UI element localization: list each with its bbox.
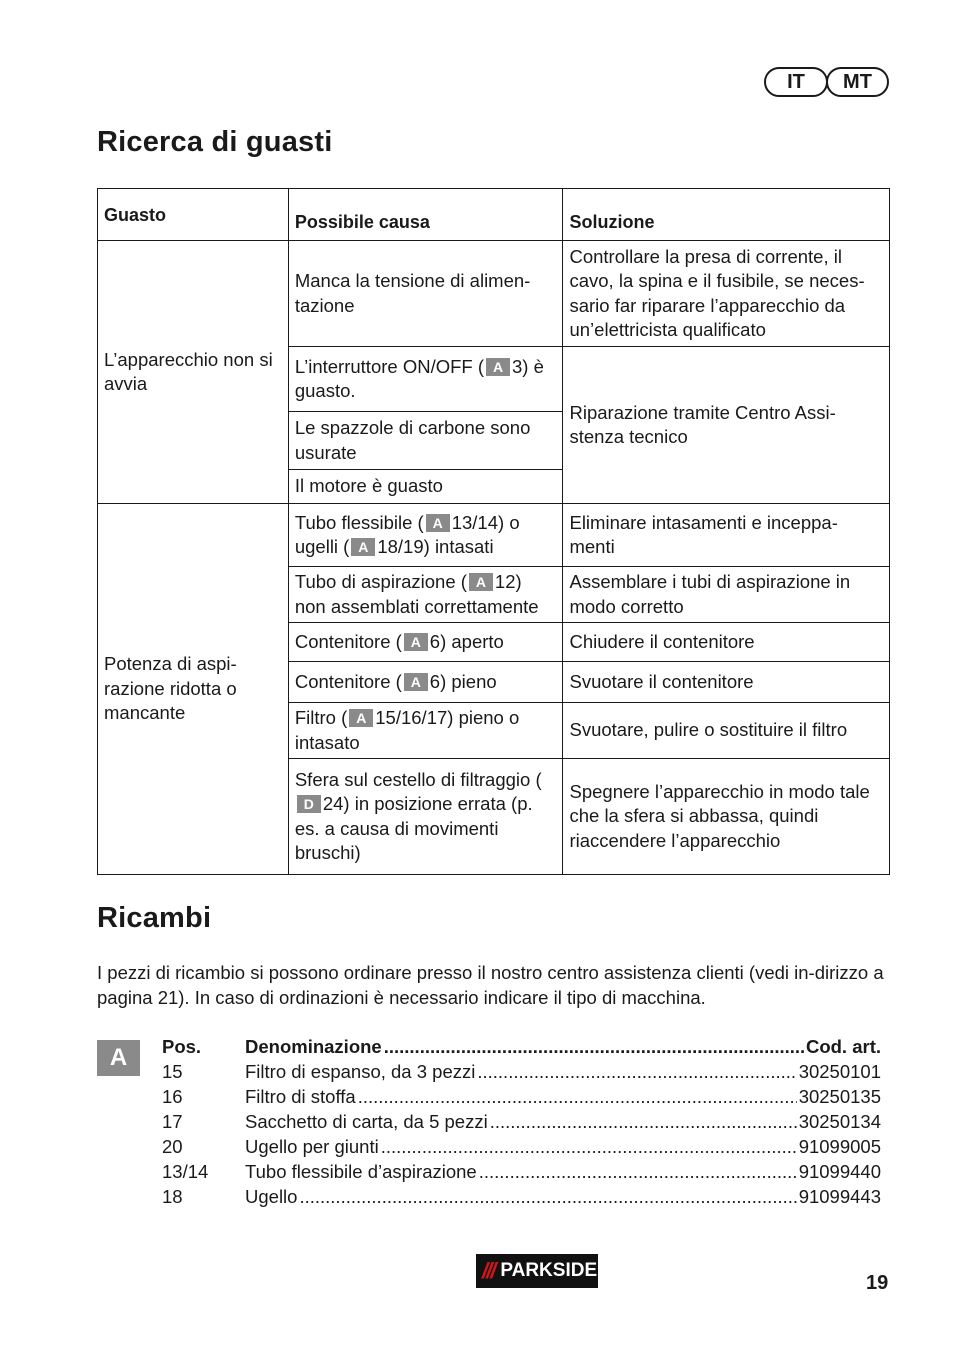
cause-cell: Filtro ( A 15/16/17) pieno o intasato [288, 703, 563, 759]
item-code: 30250101 [798, 1061, 881, 1082]
list-item [162, 1159, 881, 1184]
item-code: 91099443 [798, 1186, 881, 1207]
list-item [162, 1184, 881, 1209]
item-code: 30250134 [798, 1111, 881, 1132]
troubleshooting-table [97, 188, 890, 875]
solution-cell: Riparazione tramite Centro Assi-stenza tecnico [563, 347, 890, 504]
fault-cell: L’apparecchio non si avvia [98, 241, 289, 504]
cause-cell: Contenitore ( A 6) pieno [288, 662, 563, 703]
page-number: 19 [866, 1272, 889, 1294]
cause-cell: Le spazzole di carbone sono usurate [288, 412, 563, 470]
figure-d-badge: D [297, 795, 321, 813]
figure-a-badge: A [349, 709, 373, 727]
lang-badge-mt: MT [826, 67, 889, 97]
leader-dots [477, 1059, 796, 1084]
cause-cell: Il motore è guasto [288, 470, 563, 504]
logo-text: PARKSIDE [500, 1260, 598, 1281]
leader-dots [381, 1134, 797, 1159]
solution-cell: Assemblare i tubi di aspirazione in modo corretto [563, 567, 890, 623]
figure-a-badge: A [426, 514, 450, 532]
spares-title: Ricambi [97, 902, 212, 934]
lang-badge-it: IT [764, 67, 828, 97]
table-row [98, 504, 890, 567]
item-pos: 15 [162, 1061, 183, 1082]
figure-a-badge: A [404, 633, 428, 651]
spares-intro: I pezzi di ricambio si possono ordinare presso il nostro centro assistenza clienti (vedi in-dirizzo a pagina 21). In caso di ordinazioni è necessario indicare il tipo di macchina. [97, 962, 884, 1008]
item-name: Ugello per giunti [245, 1136, 379, 1157]
figure-a-badge: A [404, 673, 428, 691]
item-code: 91099440 [798, 1161, 881, 1182]
list-item [162, 1134, 881, 1159]
parts-header [162, 1034, 881, 1059]
list-item [162, 1059, 881, 1084]
list-item [162, 1109, 881, 1134]
solution-cell: Eliminare intasamenti e inceppa-menti [563, 504, 890, 567]
item-name: Tubo flessibile d’aspirazione [245, 1161, 477, 1182]
cause-cell: Tubo di aspirazione ( A 12) non assemblati correttamente [288, 567, 563, 623]
item-code: 91099005 [798, 1136, 881, 1157]
header-soluzione: Soluzione [563, 189, 890, 241]
leader-dots [479, 1159, 797, 1184]
solution-cell: Spegnere l’apparecchio in modo tale che la sfera si abbassa, quindi riaccendere l’apparecchio [563, 759, 890, 875]
header-name: Denominazione [245, 1036, 382, 1057]
solution-cell: Svuotare, pulire o sostituire il filtro [563, 703, 890, 759]
parkside-logo [476, 1254, 598, 1288]
item-name: Filtro di stoffa [245, 1086, 356, 1107]
item-name: Filtro di espanso, da 3 pezzi [245, 1061, 476, 1082]
figure-a-badge: A [486, 358, 510, 376]
cause-cell: Sfera sul cestello di filtraggio (D 24) in posizione errata (p. es. a causa di movimenti bruschi) [288, 759, 563, 875]
header-causa: Possibile causa [288, 189, 563, 241]
solution-cell: Controllare la presa di corrente, il cavo, la spina e il fusibile, se neces-sario far riparare l’apparecchio da un’elettricista qualificato [563, 241, 890, 347]
fault-cell: Potenza di aspi-razione ridotta o mancante [98, 504, 289, 875]
item-pos: 17 [162, 1111, 183, 1132]
leader-dots [358, 1084, 797, 1109]
item-pos: 16 [162, 1086, 183, 1107]
table-row [98, 241, 890, 347]
item-code: 30250135 [798, 1086, 881, 1107]
leader-dots [490, 1109, 797, 1134]
header-code: Cod. art. [805, 1036, 881, 1057]
item-pos: 13/14 [162, 1161, 209, 1182]
header-guasto: Guasto [98, 189, 289, 241]
item-name: Sacchetto di carta, da 5 pezzi [245, 1111, 488, 1132]
leader-dots [299, 1184, 796, 1209]
parts-list [162, 1034, 881, 1209]
cause-cell: Tubo flessibile ( A 13/14) o ugelli ( A 18/19) intasati [288, 504, 563, 567]
troubleshooting-title: Ricerca di guasti [97, 126, 333, 158]
cause-cell: Contenitore ( A 6) aperto [288, 623, 563, 662]
list-item [162, 1084, 881, 1109]
header-pos: Pos. [162, 1036, 202, 1057]
cause-cell: L’interruttore ON/OFF ( A 3) è guasto. [288, 347, 563, 412]
logo-slashes-icon: /// [482, 1258, 495, 1283]
item-pos: 20 [162, 1136, 183, 1157]
table-header-row [98, 189, 890, 241]
item-name: Ugello [245, 1186, 298, 1207]
solution-cell: Chiudere il contenitore [563, 623, 890, 662]
figure-a-badge: A [469, 573, 493, 591]
item-pos: 18 [162, 1186, 183, 1207]
figure-a-badge: A [351, 538, 375, 556]
cause-cell: Manca la tensione di alimen-tazione [288, 241, 563, 347]
leader-dots [384, 1034, 804, 1059]
figure-a-label: A [97, 1040, 140, 1076]
solution-cell: Svuotare il contenitore [563, 662, 890, 703]
